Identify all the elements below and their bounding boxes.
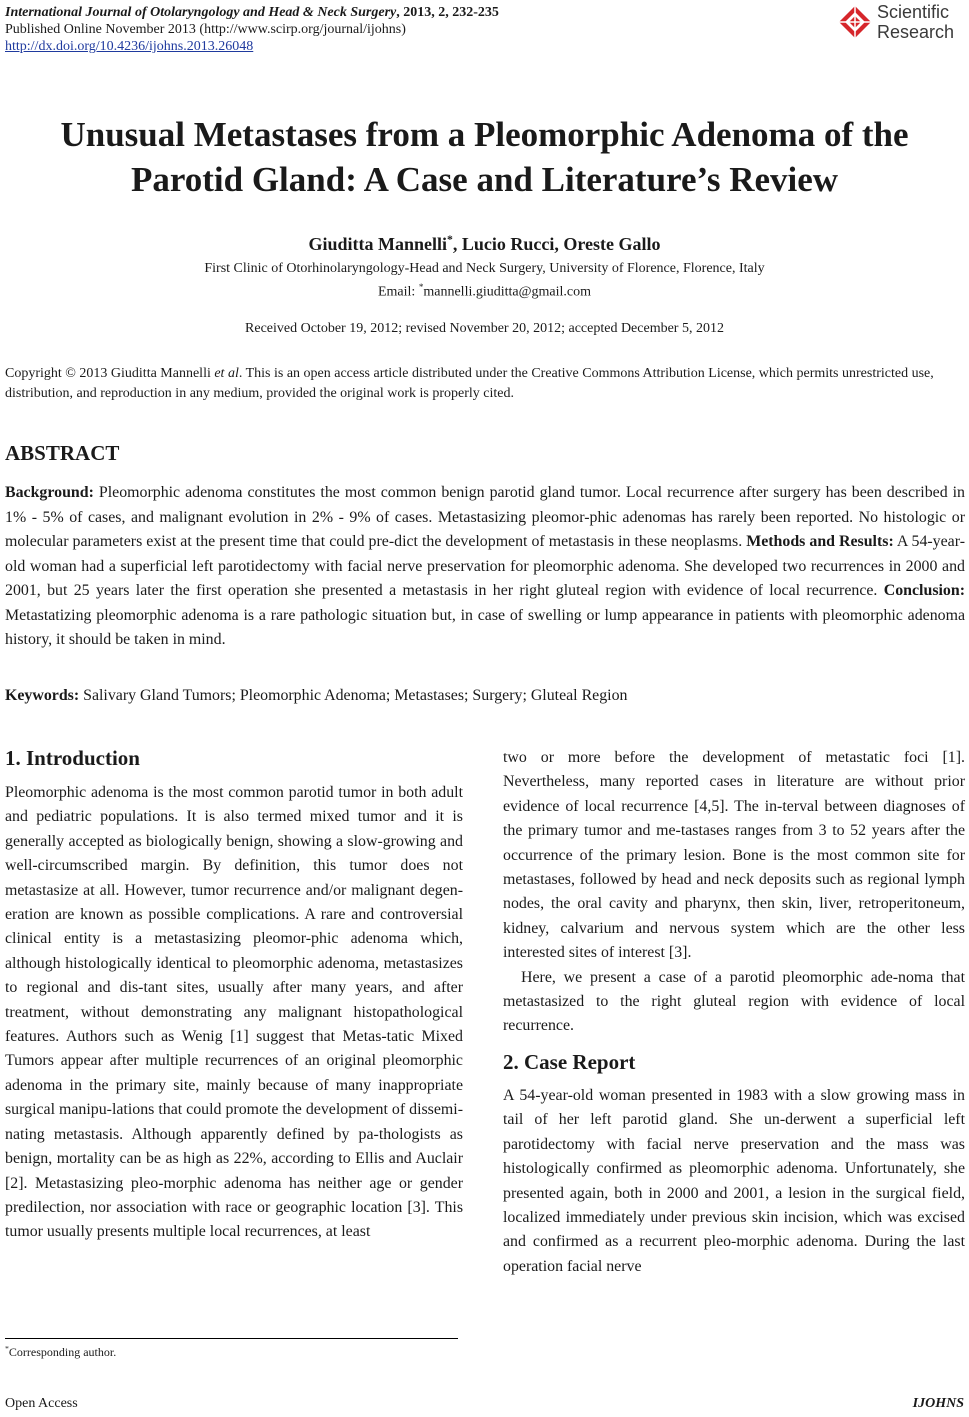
copyright-etal: et al [214, 366, 239, 381]
left-column [5, 745, 463, 1245]
logo-wordmark [877, 2, 954, 42]
abstract-conclusion-label: Conclusion: [883, 582, 965, 599]
copyright-notice [5, 364, 967, 404]
email-mark: * [418, 282, 424, 292]
footnote-divider [5, 1338, 458, 1339]
copyright-before: Copyright © 2013 Giuditta Mannelli [5, 366, 215, 381]
footer-open-access: Open Access [5, 1396, 78, 1411]
footer-journal-abbrev: IJOHNS [912, 1396, 964, 1411]
email-label: Email: [377, 284, 419, 300]
journal-citation [5, 4, 499, 21]
abstract-body [5, 481, 965, 653]
scientific-research-logo-icon [837, 4, 873, 40]
keywords-text: Salivary Gland Tumors; Pleomorphic Adenoma; Metastases; Surgery; Gluteal Region [79, 687, 628, 704]
footnote [5, 1344, 116, 1360]
author-rest: , Lucio Rucci, Oreste Gallo [452, 234, 661, 254]
case-report-paragraph-1: A 54-year-old woman presented in 1983 with a slow growing mass in tail of her left parotid gland. She un-derwent a superficial left parotidectomy with facial nerve preservation and the mass was histologically confirmed as pleomorphic adenoma. Unfortunately, she presented again, both in 2000 and 2001, a lesion in the surgical field, localized immediately under previous skin incision, which was excised and confirmed as a recurrent pleo-morphic adenoma. During the last operation facial nerve [503, 1086, 965, 1275]
logo-line-1: Scientific [877, 2, 950, 22]
intro-paragraph-1: Pleomorphic adenoma is the most common parotid tumor in both adult and pediatric populations. It is also termed mixed tumor and it is generally accepted as biologically benign, showing a slow-growing and well-circumscribed margin. By definition, this tumor does not metastasize at all. However, tumor recurrence and/or malignant degen-eration are known as possible complications. A rare and controversial clinical entity is a metastasizing pleomor-phic adenoma which, although histologically identical to pleomorphic adenoma, metastasizes to regional and dis-tant sites, usually after many years, and after treatment, without demonstrating any malignant histopathological features. Authors such as Wenig [1] suggest that Metas-tatic Mixed Tumors appear after multiple recurrences of an original pleomorphic adenoma in the primary site, mainly because of many inappropriate surgical manipu-lations that could promote the development of dissemi-nating metastasis. Although apparently defined by pa-thologists as benign, mortality can be as high as 22%, according to Ellis and Auclair [2]. Metastasizing pleo-morphic adenoma has neither age or gender predilection, nor association with race or geographic location [3]. This tumor usually presents multiple local recurrences, at least [5, 784, 463, 1241]
affiliation: First Clinic of Otorhinolaryngology-Head and Neck Surgery, University of Florence, Florence, Italy [204, 261, 765, 276]
journal-header [5, 4, 499, 55]
published-line: Published Online November 2013 (http://www.scirp.org/journal/ijohns) [5, 22, 406, 37]
article-title [0, 112, 969, 202]
intro-paragraph-2: Here, we present a case of a parotid pleomorphic ade-noma that metastasized to the right gluteal region with evidence of local recurrence. [503, 968, 965, 1035]
abstract-methods-text: A 54-year-old woman had a superficial left parotidectomy with facial nerve preservation for pleomorphic adenoma. She developed two recurrences in 2000 and 2001, but 25 years later the first operation she presented a metastasis in her right gluteal region with evidence of local recurrence. [5, 533, 966, 599]
footnote-text: Corresponding author. [8, 1345, 117, 1359]
author-list [0, 233, 969, 255]
email-address[interactable]: mannelli.giuditta@gmail.com [423, 284, 591, 300]
case-report-heading: 2. Case Report [503, 1049, 636, 1074]
keywords [5, 687, 965, 705]
abstract-heading: ABSTRACT [5, 441, 120, 465]
abstract-conclusion-text: Metastatizing pleomorphic adenoma is a rare pathologic situation but, in case of swelling or lump appearance in patients with pleomorphic adenoma history, it should be taken in mind. [5, 606, 965, 648]
journal-volume: , 2013, 2, 232-235 [396, 5, 499, 20]
abstract-background-text: Pleomorphic adenoma constitutes the most common benign parotid gland tumor. Local recurrence after surgery has been described in 1% - 5% of cases, and malignant evolution in 2% - 9% of cases. Metastasizing pleomor-phic adenomas has rarely been reported. No histologic or molecular parameters exist at the present time that could pre-dict the development of metastasis in these neoplasms. [5, 484, 965, 550]
author-mark: * [447, 233, 453, 246]
email-line [0, 282, 969, 301]
footnote-mark: * [5, 1344, 9, 1353]
publisher-logo [837, 2, 965, 44]
journal-name: International Journal of Otolaryngology and Head & Neck Surgery [5, 5, 397, 20]
abstract-methods-label: Methods and Results: [746, 533, 894, 550]
abstract-background-label: Background: [5, 484, 94, 501]
title-line-1: Unusual Metastases from a Pleomorphic Adenoma of the [60, 115, 909, 154]
right-column [503, 746, 965, 1279]
keywords-label: Keywords: [5, 687, 80, 704]
intro-heading: 1. Introduction [5, 746, 140, 770]
title-line-2: Parotid Gland: A Case and Literature’s Review [130, 160, 839, 199]
logo-line-2: Research [877, 22, 955, 42]
intro-paragraph-1-continued: two or more before the development of metastatic foci [1]. Nevertheless, many reported cases in literature are without prior evidence of local recurrence [4,5]. The in-terval between diagnoses of the primary tumor and me-tastases ranges from 3 to 52 years after the occurrence of the primary lesion. Bone is the most common site for metastases, followed by head and neck deposits such as regional lymph nodes, the oral cavity and pharynx, then skin, liver, retroperitoneum, kidney, calvarium and nervous system which are the other less interested sites of interest [3]. [503, 749, 965, 962]
received-dates: Received October 19, 2012; revised November 20, 2012; accepted December 5, 2012 [245, 321, 724, 336]
author-first: Giuditta Mannelli [308, 234, 447, 254]
doi-link[interactable]: http://dx.doi.org/10.4236/ijohns.2013.26048 [5, 39, 254, 54]
copyright-after: . This is an open access article distributed under the Creative Commons Attribution License, which permits unrestricted use, distribution, and reproduction in any medium, provided the original work is properly cited. [5, 366, 934, 401]
